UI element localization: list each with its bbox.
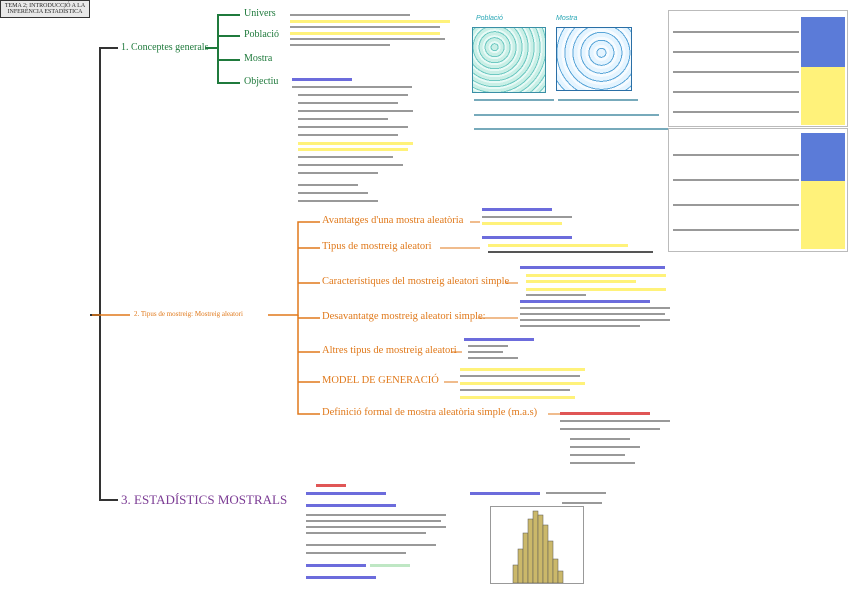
- objectiu-notes: [292, 78, 422, 228]
- node-model-generacio[interactable]: MODEL DE GENERACIÓ: [322, 375, 439, 386]
- node-caracteristiques[interactable]: Característiques del mostreig aleatori simple: [322, 276, 510, 287]
- node-poblacio[interactable]: Població: [244, 29, 279, 40]
- node-desavantatge[interactable]: Desavantatge mostreig aleatori simple:: [322, 311, 486, 322]
- table-image-1: [668, 10, 848, 127]
- poblacio-icon: [472, 27, 546, 93]
- tipus-note: [482, 236, 652, 260]
- node-objectiu[interactable]: Objectiu: [244, 76, 279, 87]
- node-tipus-mostreig-aleatori[interactable]: Tipus de mostreig aleatori: [322, 241, 432, 252]
- model-generacio-note: [460, 368, 590, 402]
- poblacio-mostra-illustration: Població Mostra: [470, 15, 670, 140]
- mostra-icon: [556, 27, 632, 91]
- branch-estadistics-mostrals[interactable]: 3. ESTADÍSTICS MOSTRALS: [121, 492, 288, 507]
- univers-notes: [290, 12, 460, 52]
- desavantatge-note: [520, 300, 670, 332]
- node-avantatges[interactable]: Avantatges d'una mostra aleatòria: [322, 215, 464, 226]
- altres-tipus-note: [464, 338, 544, 364]
- definicio-mas-note: [560, 412, 680, 472]
- table-image-2: [668, 128, 848, 252]
- branch-conceptes-generals[interactable]: 1. Conceptes generals: [121, 42, 209, 53]
- avantatges-note: [482, 208, 572, 230]
- branch-tipus-mostreig[interactable]: 2. Tipus de mostreig: Mostreig aleatori: [134, 310, 243, 318]
- node-altres-tipus[interactable]: Altres tipus de mostreig aleatori: [322, 345, 457, 356]
- node-univers[interactable]: Univers: [244, 8, 276, 19]
- root-node[interactable]: TEMA 2: INTRODUCCIÓ A LA INFERÈNCIA ESTADÍSTICA: [0, 0, 90, 18]
- histogram-note: [462, 490, 622, 590]
- node-mostra[interactable]: Mostra: [244, 53, 273, 64]
- estadistics-notes: [306, 484, 454, 584]
- node-definicio-mas[interactable]: Definició formal de mostra aleatòria simple (m.a.s): [322, 407, 538, 418]
